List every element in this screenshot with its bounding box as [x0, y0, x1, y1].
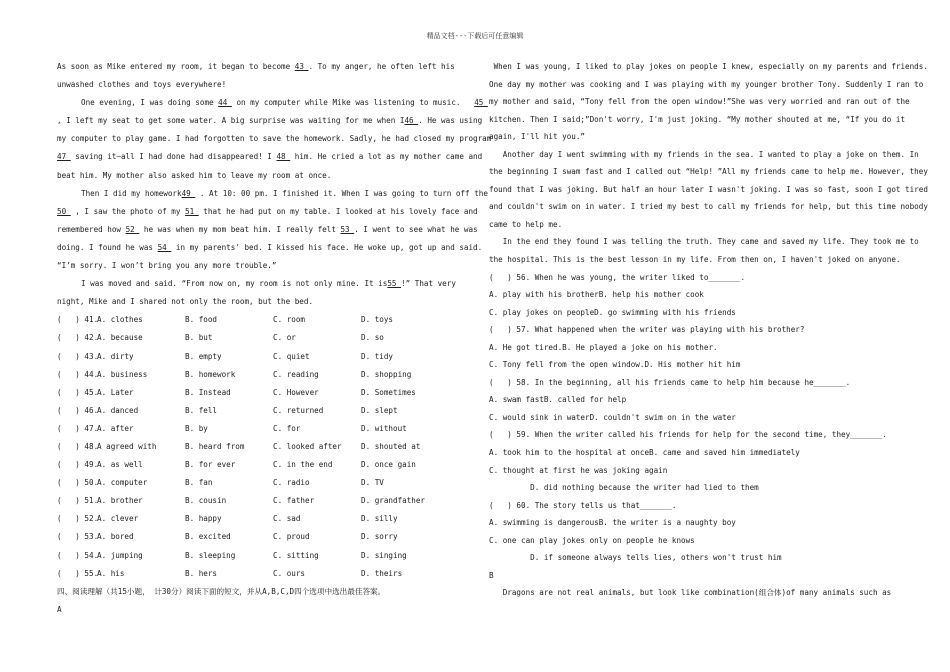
- option-D: D. TV: [361, 478, 384, 488]
- question-row: [57, 528, 461, 546]
- option-A: A. his: [97, 568, 125, 578]
- text-line: As soon as Mike entered my room, it began to become 43 . To my anger, he often left his: [57, 62, 455, 71]
- text-line: 47 saving it—all I had done had disappeared! I 48 him. He cried a lot as my mother came and: [57, 152, 483, 162]
- option-D: D. grandfather: [361, 496, 426, 506]
- text-line: my mother and said, “Tony fell from the open window!”She was very worried and ran out of the: [489, 97, 910, 107]
- blank-52: 52: [125, 224, 140, 234]
- question-number: ( ) 47.: [57, 423, 99, 433]
- question-number: ( ) 53.: [57, 532, 99, 542]
- text-line: doing. I found he was 54 in my parents' bed. I kissed his face. He woke up, got up and said.: [57, 242, 483, 252]
- blank-54: 54: [157, 242, 172, 252]
- question-row: [57, 402, 461, 420]
- text-line: “I’m sorry. I won’t bring you any more trouble.”: [57, 261, 277, 271]
- text-line: kitchen. Then I said;”Don't worry, I'm just joking. “My mother shouted at me, “If you do it: [489, 114, 906, 124]
- blank-50: 50: [57, 206, 71, 216]
- option-A: A. business: [97, 369, 148, 379]
- question-number: ( ) 42.: [57, 333, 99, 343]
- text-line: came to help me.: [489, 219, 563, 229]
- answer-options: [57, 311, 461, 582]
- text-line: One evening, I was doing some 44 on my computer while Mike was listening to music. 45: [81, 98, 488, 108]
- question-number: ( ) 52.: [57, 514, 99, 524]
- section-heading: 四、阅读理解（共15小题， 计30分）阅读下面的短文，并从A,B,C,D四个选项中选出最佳答案。: [57, 586, 386, 596]
- option-C: C. for: [273, 423, 301, 433]
- option-D: D. sorry: [361, 532, 398, 542]
- blank-55: 55: [387, 279, 402, 289]
- text-line: D. did nothing because the writer had lied to them: [489, 483, 759, 493]
- question-number: ( ) 46.: [57, 405, 99, 415]
- question-number: ( ) 43.: [57, 351, 99, 361]
- option-C: C. proud: [273, 532, 310, 542]
- text-line: Another day I went swimming with my friends in the sea. I wanted to play a joke on them. In: [489, 149, 919, 159]
- option-A: A. dirty: [97, 351, 134, 361]
- text-line: beat him. My mother also asked him to leave my room at once.: [57, 170, 332, 180]
- text-line: A. swam fastB. called for help: [489, 395, 627, 405]
- option-C: C. However: [273, 387, 319, 397]
- text-line: ( ) 58. In the beginning, all his friends came to help him because he_______.: [489, 377, 851, 387]
- option-B: B. Instead: [185, 387, 231, 397]
- question-row: [57, 384, 461, 402]
- text-line: In the end they found I was telling the truth. They came and saved my life. They took me to: [489, 237, 919, 247]
- passage-label-a: A: [57, 604, 62, 614]
- text-line: the beginning I swam fast and I called out “Help! ”All my friends came to help me. However, they: [489, 167, 928, 177]
- question-row: [57, 492, 461, 510]
- option-B: B. excited: [185, 532, 231, 542]
- option-A: A. because: [97, 333, 143, 343]
- question-row: [57, 366, 461, 384]
- option-A: A. danced: [97, 405, 139, 415]
- option-B: B. by: [185, 423, 208, 433]
- option-C: C. or: [273, 333, 296, 343]
- option-A: A. clever: [97, 514, 139, 524]
- blank-45: 45: [474, 98, 488, 108]
- question-row: [57, 474, 461, 492]
- text-line: 50 , I saw the photo of my 51 that he had put on my table. I looked at his lovely face and: [57, 206, 478, 216]
- text-line: I was moved and said. “From now on, my room is not only mine. It is55 !” That very: [81, 279, 456, 289]
- question-number: ( ) 45.: [57, 387, 99, 397]
- option-A: A. as well: [97, 460, 143, 470]
- question-number: ( ) 49.: [57, 460, 99, 470]
- text-line: One day my mother was cooking and I was playing with my younger brother Tony. Suddenly I ran to: [489, 79, 924, 89]
- text-line: found that I was joking. But half an hour later I wasn't joking. I was so fast, soon I got tired: [489, 184, 928, 194]
- question-row: [57, 547, 461, 565]
- question-row: [57, 565, 461, 583]
- blank-44: 44: [218, 98, 232, 108]
- text-line: Dragons are not real animals, but look like combination(组合体)of many animals such as: [489, 588, 892, 598]
- option-B: B. empty: [185, 351, 222, 361]
- text-line: When I was young, I liked to play jokes on people I knew, especially on my parents and friends.: [489, 62, 928, 71]
- text-line: A. play with his brotherB. help his mother cook: [489, 290, 704, 300]
- question-row: [57, 456, 461, 474]
- option-D: D. without: [361, 423, 407, 433]
- question-number: ( ) 41.: [57, 315, 99, 325]
- text-line: Then I did my homework49 . At 10: 00 pm. I finished it. When I was going to turn off the: [81, 188, 488, 198]
- text-line: C. play jokes on peopleD. go swimming with his friends: [489, 307, 736, 317]
- option-C: C. looked after: [273, 441, 342, 451]
- blank-49: 49: [181, 188, 196, 198]
- option-A: A. Later: [97, 387, 134, 397]
- option-C: C. ours: [273, 568, 306, 578]
- option-D: D. shopping: [361, 369, 412, 379]
- text-line: C. one can play jokes only on people he knows: [489, 535, 695, 545]
- option-C: C. sad: [273, 514, 301, 524]
- option-A: A. after: [97, 423, 134, 433]
- option-C: C. returned: [273, 405, 324, 415]
- text-line: again, I'll hit you.”: [489, 132, 586, 142]
- option-A: A. jumping: [97, 550, 143, 560]
- option-D: D. once gain: [361, 460, 416, 470]
- text-line: A. took him to the hospital at onceB. came and saved him immediately: [489, 448, 800, 458]
- option-B: B. but: [185, 333, 213, 343]
- option-B: B. hers: [185, 568, 218, 578]
- option-D: D. shouted at: [361, 441, 421, 451]
- text-line: D. if someone always tells lies, others won't trust him: [489, 553, 782, 563]
- page-header: 精品文档---下载后可任意编辑: [426, 32, 524, 40]
- text-line: the hospital. This is the best lesson in my life. From then on, I haven't joked on anyone.: [489, 255, 901, 265]
- text-line: B: [489, 570, 494, 580]
- option-B: B. heard from: [185, 441, 245, 451]
- question-number: ( ) 55.: [57, 568, 99, 578]
- option-C: C. room: [273, 315, 306, 325]
- text-line: ( ) 57. What happened when the writer was playing with his brother?: [489, 325, 805, 335]
- text-line: A. He got tired.B. He played a joke on his mother.: [489, 342, 718, 352]
- option-D: D. toys: [361, 315, 394, 325]
- blank-48: 48: [276, 152, 291, 162]
- option-C: C. in the end: [273, 460, 333, 470]
- question-row: [57, 420, 461, 438]
- text-line: C. Tony fell from the open window.D. His mother hit him: [489, 360, 741, 370]
- option-B: B. cousin: [185, 496, 227, 506]
- blank-53: 53: [340, 224, 355, 234]
- option-B: B. fan: [185, 478, 213, 488]
- text-line: night, Mike and I shared not only the room, but the bed.: [57, 297, 314, 307]
- question-number: ( ) 48.: [57, 441, 99, 451]
- question-row: [57, 510, 461, 528]
- option-C: C. quiet: [273, 351, 310, 361]
- option-B: B. food: [185, 315, 218, 325]
- text-line: ( ) 60. The story tells us that_______.: [489, 500, 677, 510]
- option-C: C. radio: [273, 478, 310, 488]
- text-line: A. swimming is dangerousB. the writer is a naughty boy: [489, 518, 736, 528]
- text-line: , I left my seat to get some water. A big surprise was waiting for me when I46 . He was using: [57, 116, 483, 126]
- option-B: B. homework: [185, 369, 236, 379]
- option-D: D. Sometimes: [361, 387, 416, 397]
- blank-46: 46: [404, 116, 419, 126]
- text-line: unwashed clothes and toys everywhere!: [57, 80, 227, 90]
- option-C: C. sitting: [273, 550, 319, 560]
- option-C: C. reading: [273, 369, 319, 379]
- left-column: [57, 58, 492, 619]
- option-A: A. bored: [97, 532, 134, 542]
- option-A: A. brother: [97, 496, 143, 506]
- option-D: D. tidy: [361, 351, 394, 361]
- question-row: [57, 438, 461, 456]
- question-row: [57, 329, 461, 347]
- option-B: B. happy: [185, 514, 222, 524]
- option-D: D. silly: [361, 514, 398, 524]
- option-D: D. so: [361, 333, 384, 343]
- right-column: [489, 58, 928, 602]
- text-line: ( ) 56. When he was young, the writer liked to_______.: [489, 272, 746, 282]
- question-row: [57, 311, 461, 329]
- option-A: A. computer: [97, 478, 148, 488]
- option-D: D. theirs: [361, 568, 403, 578]
- question-row: [57, 348, 461, 366]
- text-line: C. thought at first he was joking again: [489, 465, 668, 475]
- question-number: ( ) 54.: [57, 550, 99, 560]
- text-line: my computer to play game. I had forgotten to save the homework. Sadly, he had closed my program: [57, 134, 492, 144]
- option-C: C. father: [273, 496, 315, 506]
- blank-43: 43: [294, 62, 309, 71]
- option-A: A. clothes: [97, 315, 143, 325]
- option-B: B. fell: [185, 405, 218, 415]
- question-number: ( ) 44.: [57, 369, 99, 379]
- text-line: C. would sink in waterD. couldn't swim on in the water: [489, 412, 736, 422]
- option-D: D. singing: [361, 550, 407, 560]
- option-A: A agreed with: [97, 441, 157, 451]
- option-D: D. slept: [361, 405, 398, 415]
- blank-47: 47: [57, 152, 71, 162]
- question-number: ( ) 51.: [57, 496, 99, 506]
- option-B: B. sleeping: [185, 550, 236, 560]
- option-B: B. for ever: [185, 460, 236, 470]
- blank-51: 51: [185, 206, 199, 216]
- text-line: and couldn't swim on in water. I tried my best to call my friends for help, but this time nobody: [489, 202, 928, 212]
- text-line: ( ) 59. When the writer called his friends for help for the second time, they_______.: [489, 430, 887, 440]
- text-line: remembered how 52 he was when my mom beat him. I really felt 53 . I went to see what he was: [57, 224, 478, 234]
- question-number: ( ) 50.: [57, 478, 99, 488]
